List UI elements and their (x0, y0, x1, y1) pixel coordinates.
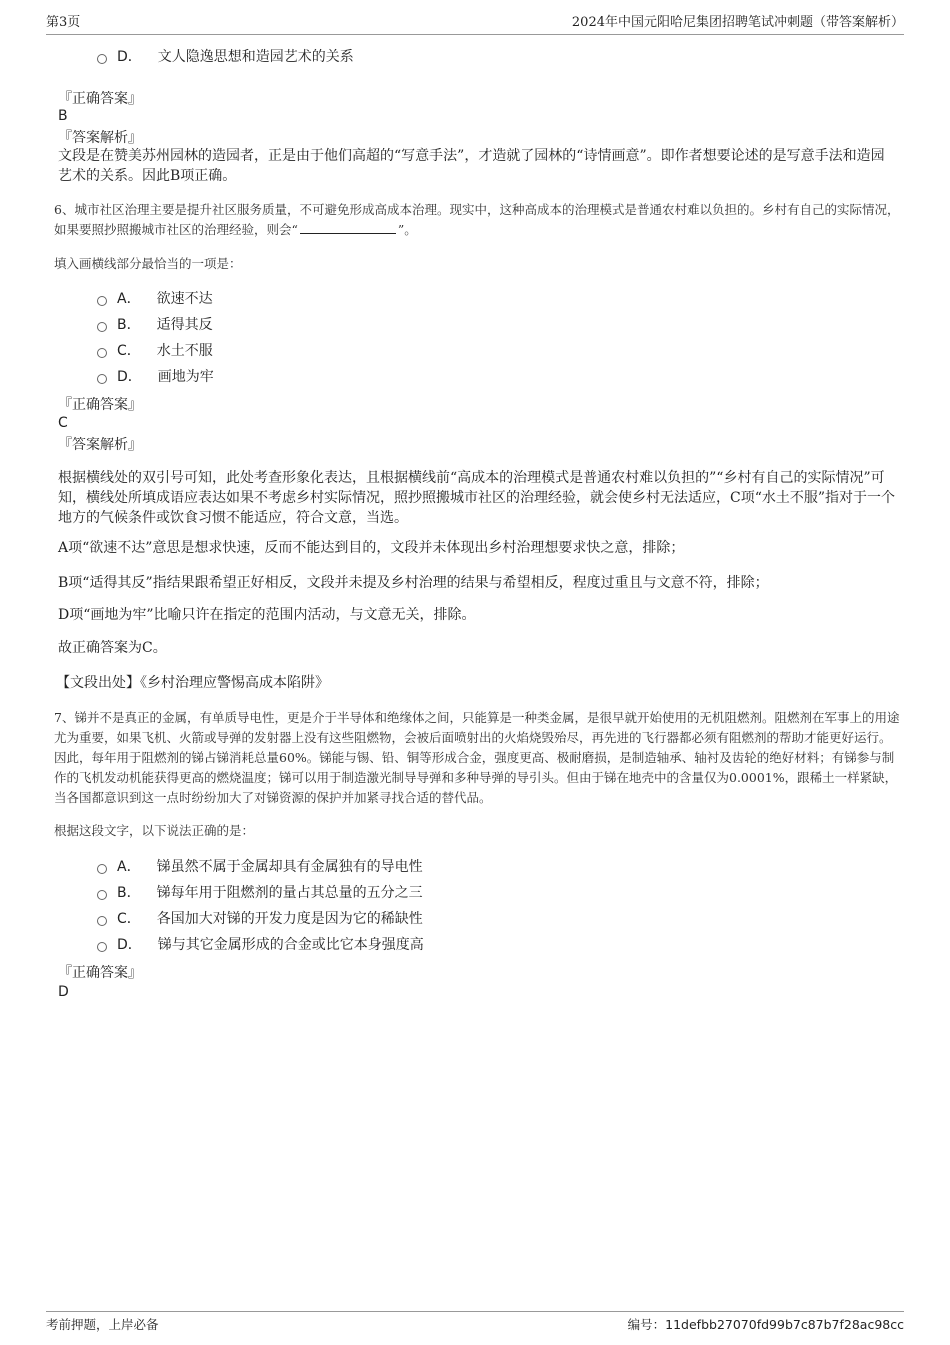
q7-stem: 7、锑并不是真正的金属，有单质导电性，更是介于半导体和绝缘体之间，只能算是一种类金属，是很早就开始使用的无机阻燃剂。阻燃剂在军事上的用途尤为重要，如果飞机、火箭或导弹的发射器上没有这些阻燃物，会被后面喷射出的火焰烧毁殆尽，再先进的飞行器都必须有阻燃剂的帮助才能更好运行。因此，每年用于阻燃剂的锑占锑消耗总量60%。锑能与锡、铅、铜等形成合金，强度更高、极耐磨损，是制造轴承、轴衬及齿轮的绝好材料；有锑参与制作的飞机发动机能获得更高的燃烧温度；锑可以用于制造激光制导导弹和多种导弹的导引头。但由于锑在地壳中的含量仅为0.0001%，跟稀土一样紧缺，当各国都意识到这一点时纷纷加大了对锑资源的保护并加紧寻找合适的替代品。 (54, 710, 900, 805)
q6-source: 【文段出处】《乡村治理应警惕高成本陷阱》 (56, 675, 329, 691)
page-header (46, 14, 904, 35)
q7-option-c[interactable]: C． 各国加大对锑的开发力度是因为它的稀缺性 (97, 909, 423, 929)
q6-option-a[interactable]: A． 欲速不达 (97, 289, 213, 309)
q6-answer-label: 『正确答案』 (58, 397, 142, 413)
q7-answer-label: 『正确答案』 (58, 965, 142, 981)
q5-option-d[interactable]: D． 文人隐逸思想和造园艺术的关系 (97, 47, 354, 67)
q6-option-d[interactable]: D． 画地为牢 (97, 367, 214, 387)
radio-icon[interactable] (97, 942, 107, 952)
radio-icon[interactable] (97, 374, 107, 384)
q5-answer: B (58, 108, 68, 124)
radio-icon[interactable] (97, 916, 107, 926)
footer-id: 编号：11defbb27070fd99b7c87b7f28ac98cc (627, 1317, 904, 1332)
page-footer (46, 1311, 904, 1338)
q5-analysis-label: 『答案解析』 (58, 130, 142, 146)
q6-option-c[interactable]: C． 水土不服 (97, 341, 213, 361)
q6-analysis-para-2: A项“欲速不达”意思是想求快速，反而不能达到目的，文段并未体现出乡村治理想要求快之意，排除； (58, 540, 685, 556)
q6-stem: 6、城市社区治理主要是提升社区服务质量，不可避免形成高成本治理。现实中，这种高成本的治理模式是普通农村难以负担的。乡村有自己的实际情况，如果要照抄照搬城市社区的治理经验，则会“ ”。 (54, 202, 900, 237)
document-title: 2024年中国元阳哈尼集团招聘笔试冲刺题（带答案解析） (571, 15, 904, 30)
page-number: 第3页 (46, 15, 81, 30)
q6-prompt: 填入画横线部分最恰当的一项是： (54, 256, 242, 271)
q7-answer: D (58, 984, 69, 1000)
q6-analysis-para-1: 根据横线处的双引号可知，此处考查形象化表达，且根据横线前“高成本的治理模式是普通农村难以负担的”“乡村有自己的实际情况”可知，横线处所填成语应表达如果不考虑乡村实际情况，照抄照搬城市社区的治理经验，就会使乡村无法适应，C项“水土不服”指对于一个地方的气候条件或饮食习惯不能适应，符合文意，当选。 (58, 470, 896, 526)
radio-icon[interactable] (97, 54, 107, 64)
document-code: 11defbb27070fd99b7c87b7f28ac98cc (665, 1317, 904, 1332)
fill-blank (300, 221, 396, 234)
q6-analysis-para-4: D项“画地为牢”比喻只许在指定的范围内活动，与文意无关，排除。 (58, 607, 476, 623)
radio-icon[interactable] (97, 296, 107, 306)
radio-icon[interactable] (97, 890, 107, 900)
q6-analysis-para-5: 故正确答案为C。 (58, 640, 167, 656)
q7-option-d[interactable]: D． 锑与其它金属形成的合金或比它本身强度高 (97, 935, 424, 955)
footer-slogan: 考前押题，上岸必备 (46, 1317, 159, 1332)
radio-icon[interactable] (97, 322, 107, 332)
q6-answer: C (58, 415, 68, 431)
q7-option-b[interactable]: B． 锑每年用于阻燃剂的量占其总量的五分之三 (97, 883, 423, 903)
q6-analysis-para-3: B项“适得其反”指结果跟希望正好相反，文段并未提及乡村治理的结果与希望相反，程度过重且与文意不符，排除； (58, 575, 769, 591)
radio-icon[interactable] (97, 864, 107, 874)
q5-answer-label: 『正确答案』 (58, 91, 142, 107)
radio-icon[interactable] (97, 348, 107, 358)
q6-analysis-label: 『答案解析』 (58, 437, 142, 453)
q6-option-b[interactable]: B． 适得其反 (97, 315, 213, 335)
q7-option-a[interactable]: A． 锑虽然不属于金属却具有金属独有的导电性 (97, 857, 423, 877)
q5-analysis: 文段是在赞美苏州园林的造园者，正是由于他们高超的“写意手法”，才造就了园林的“诗情画意”。即作者想要论述的是写意手法和造园艺术的关系。因此B项正确。 (58, 148, 885, 184)
q7-prompt: 根据这段文字，以下说法正确的是： (54, 823, 255, 838)
